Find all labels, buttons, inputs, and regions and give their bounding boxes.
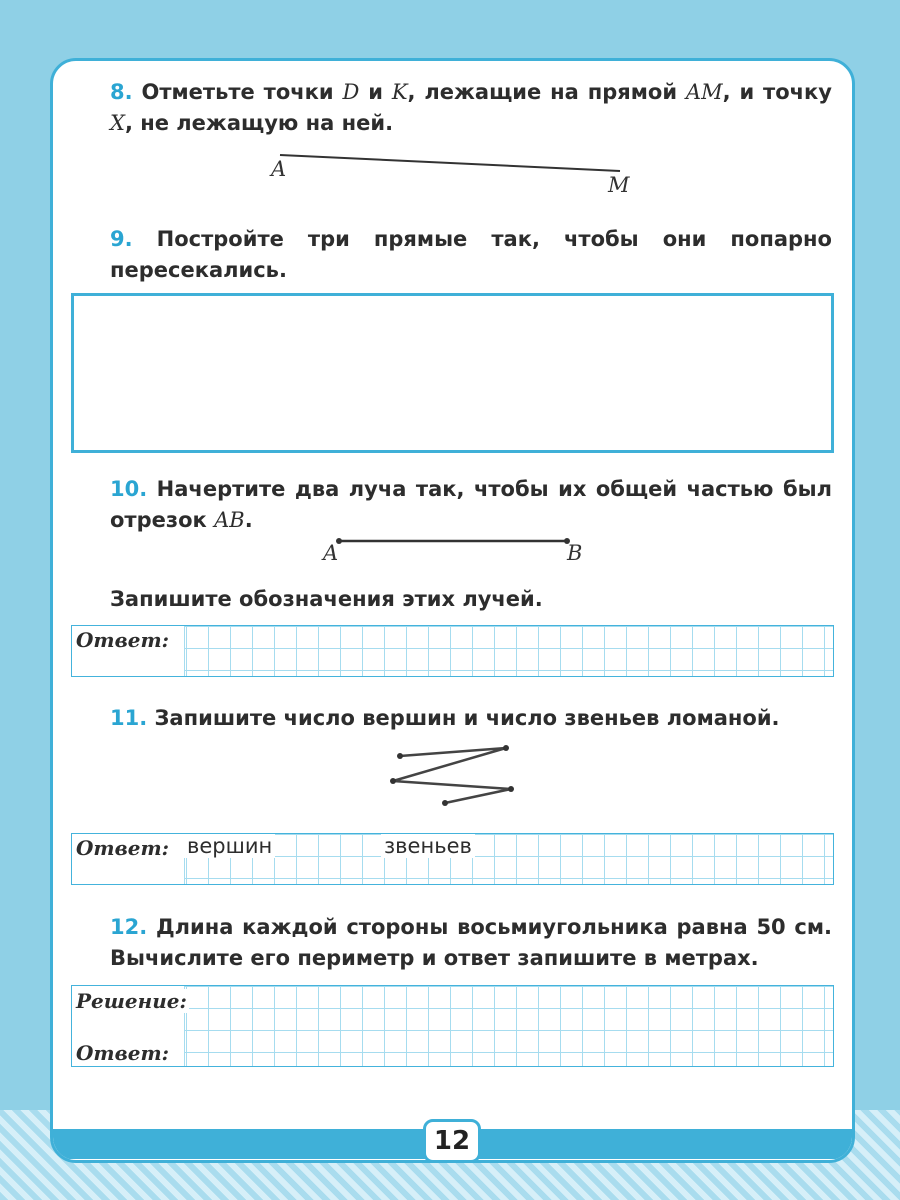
task-number: 12.: [110, 915, 148, 939]
answer-label: Ответ:: [76, 1041, 169, 1065]
answer-grid[interactable]: [71, 625, 834, 677]
drawing-area[interactable]: [71, 293, 834, 453]
task-9: 9. Постройте три прямые так, чтобы они попарно пересекались.: [110, 227, 832, 282]
solution-label: Решение:: [76, 989, 187, 1013]
task-number: 9.: [110, 227, 133, 251]
task-12: 12. Длина каждой стороны восьмиугольника равна 50 см. Вычислите его периметр и ответ запишите в метрах.: [110, 915, 832, 970]
links-label: звеньев: [381, 834, 475, 858]
answer-label: Ответ:: [76, 628, 169, 652]
task-number: 11.: [110, 706, 148, 730]
task-number: 8.: [110, 80, 133, 104]
vertices-label: вершин: [184, 834, 275, 858]
task-number: 10.: [110, 477, 148, 501]
point-b-label: B: [567, 541, 583, 565]
line-am-figure: [53, 61, 855, 201]
polyline-figure: [53, 741, 855, 821]
solution-grid[interactable]: [71, 985, 834, 1067]
segment-ab-figure: [53, 521, 855, 561]
task-11: 11. Запишите число вершин и число звеньев ломаной.: [110, 706, 780, 730]
answer-grid[interactable]: [71, 833, 834, 885]
point-a-label: A: [271, 157, 287, 181]
task-8: 8. Отметьте точки D и K, лежащие на прямой AM, и точку X, не лежащую на ней.: [110, 80, 832, 135]
page-number: 12: [423, 1119, 481, 1163]
worksheet-page: [50, 58, 855, 1163]
point-a-label: A: [323, 541, 339, 565]
point-m-label: M: [608, 173, 630, 197]
instruction-text: Запишите обозначения этих лучей.: [110, 587, 543, 611]
task-10: 10. Начертите два луча так, чтобы их общей частью был отрезок AB.: [110, 477, 832, 532]
answer-label: Ответ:: [76, 836, 169, 860]
